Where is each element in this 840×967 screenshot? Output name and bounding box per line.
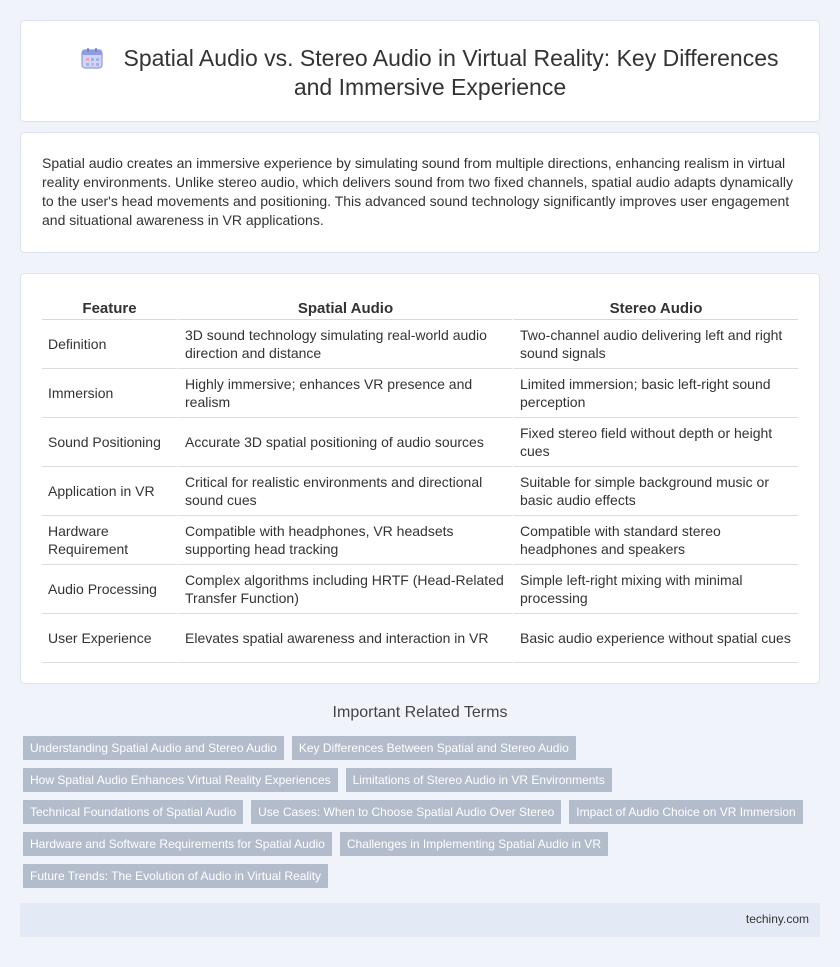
- calendar-icon: [81, 47, 103, 69]
- related-terms-list: [23, 736, 813, 896]
- stereo-cell: Compatible with standard stereo headphones and speakers: [512, 516, 798, 565]
- tag-row: [23, 768, 813, 792]
- stereo-cell: Fixed stereo field without depth or height cues: [512, 418, 798, 467]
- spatial-cell: Highly immersive; enhances VR presence and realism: [177, 369, 512, 418]
- stereo-cell: Two-channel audio delivering left and right sound signals: [512, 320, 798, 369]
- intro-card: [20, 132, 820, 253]
- related-term-tag[interactable]: Future Trends: The Evolution of Audio in Virtual Reality: [23, 864, 328, 888]
- header-stereo-audio: Stereo Audio: [512, 295, 798, 320]
- page-title-wrap: [61, 44, 799, 102]
- table-row: [42, 565, 798, 614]
- spatial-cell: Complex algorithms including HRTF (Head-Related Transfer Function): [177, 565, 512, 614]
- related-term-tag[interactable]: Understanding Spatial Audio and Stereo Audio: [23, 736, 284, 760]
- stereo-cell: Simple left-right mixing with minimal processing: [512, 565, 798, 614]
- header-feature: Feature: [42, 295, 177, 320]
- related-term-tag[interactable]: Impact of Audio Choice on VR Immersion: [569, 800, 802, 824]
- feature-cell: Definition: [42, 320, 177, 369]
- stereo-cell: Limited immersion; basic left-right sound perception: [512, 369, 798, 418]
- tag-row: [23, 864, 813, 888]
- spatial-cell: Compatible with headphones, VR headsets supporting head tracking: [177, 516, 512, 565]
- related-term-tag[interactable]: How Spatial Audio Enhances Virtual Reality Experiences: [23, 768, 338, 792]
- header-card: [20, 20, 820, 122]
- comparison-table: [42, 295, 798, 663]
- related-term-tag[interactable]: Challenges in Implementing Spatial Audio in VR: [340, 832, 608, 856]
- header-spatial-audio: Spatial Audio: [177, 295, 512, 320]
- footer-site-name[interactable]: techiny.com: [745, 912, 809, 926]
- table-row: [42, 614, 798, 663]
- feature-cell: Hardware Requirement: [42, 516, 177, 565]
- table-row: [42, 418, 798, 467]
- related-terms-title: Important Related Terms: [332, 704, 508, 721]
- feature-cell: Audio Processing: [42, 565, 177, 614]
- table-row: [42, 467, 798, 516]
- feature-cell: Application in VR: [42, 467, 177, 516]
- spatial-cell: Accurate 3D spatial positioning of audio sources: [177, 418, 512, 467]
- stereo-cell: Suitable for simple background music or basic audio effects: [512, 467, 798, 516]
- tag-row: [23, 800, 813, 824]
- related-term-tag[interactable]: Technical Foundations of Spatial Audio: [23, 800, 243, 824]
- table-header-row: [42, 295, 798, 320]
- feature-cell: Immersion: [42, 369, 177, 418]
- stereo-cell: Basic audio experience without spatial cues: [512, 614, 798, 663]
- feature-cell: User Experience: [42, 614, 177, 663]
- intro-paragraph: Spatial audio creates an immersive experience by simulating sound from multiple directions, enhancing realism in virtual reality environments. Unlike stereo audio, which delivers sound from two fixed channels, spatial audio adapts dynamically to the user's head movements and positioning. This advanced sound technology significantly improves user engagement and situational awareness in VR applications.: [42, 155, 793, 228]
- table-row: [42, 320, 798, 369]
- tag-row: [23, 736, 813, 760]
- spatial-cell: Elevates spatial awareness and interaction in VR: [177, 614, 512, 663]
- page-title: Spatial Audio vs. Stereo Audio in Virtual Reality: Key Differences and Immersive Experience: [123, 45, 779, 100]
- comparison-card: [20, 273, 820, 684]
- table-row: [42, 369, 798, 418]
- footer-bar: [20, 903, 820, 937]
- spatial-cell: 3D sound technology simulating real-world audio direction and distance: [177, 320, 512, 369]
- spatial-cell: Critical for realistic environments and directional sound cues: [177, 467, 512, 516]
- table-row: [42, 516, 798, 565]
- related-term-tag[interactable]: Hardware and Software Requirements for Spatial Audio: [23, 832, 332, 856]
- related-term-tag[interactable]: Limitations of Stereo Audio in VR Environments: [346, 768, 612, 792]
- related-term-tag[interactable]: Use Cases: When to Choose Spatial Audio Over Stereo: [251, 800, 561, 824]
- related-term-tag[interactable]: Key Differences Between Spatial and Stereo Audio: [292, 736, 576, 760]
- feature-cell: Sound Positioning: [42, 418, 177, 467]
- tag-row: [23, 832, 813, 856]
